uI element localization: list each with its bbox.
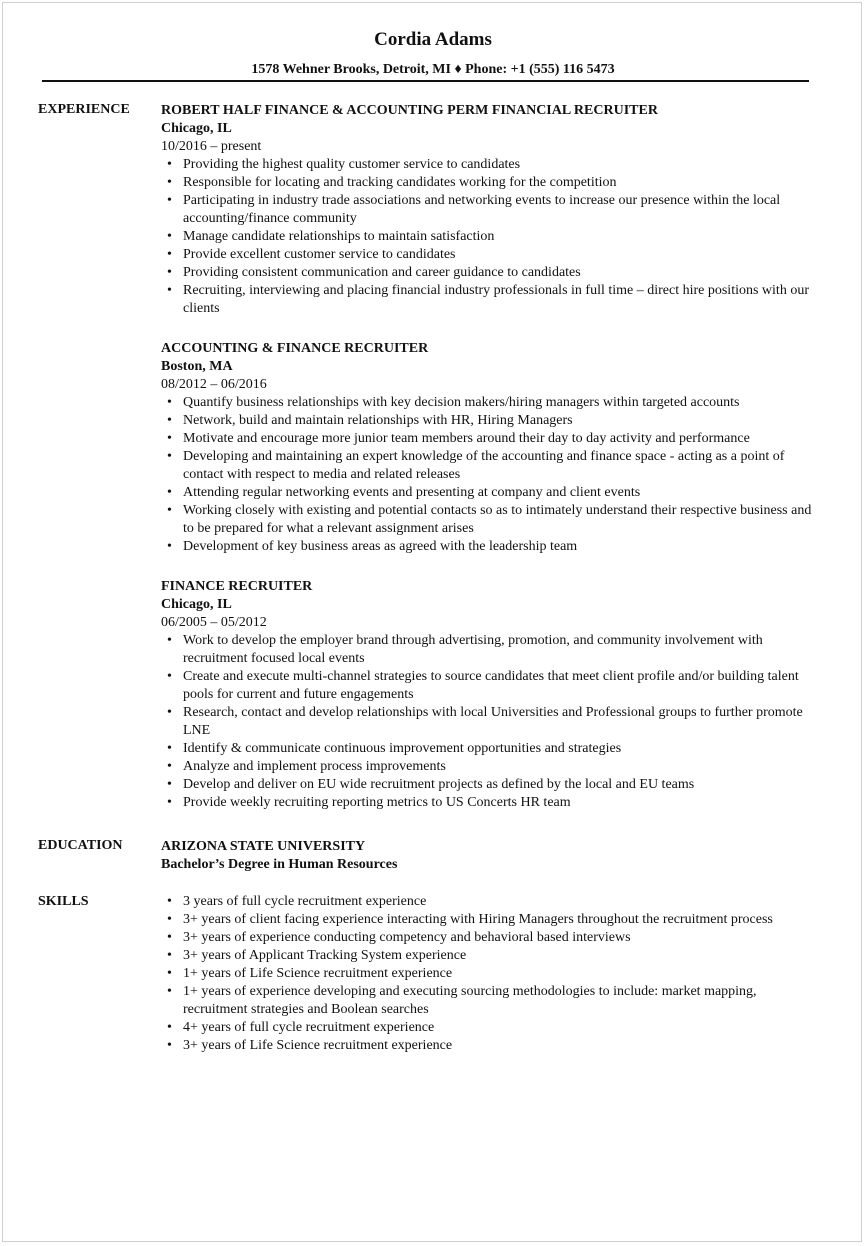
job-entry-3 [161, 578, 821, 812]
job-location: Chicago, IL [161, 597, 232, 612]
list-item: • Quantify business relationships with key decision makers/hiring managers within targeted accounts [161, 394, 821, 412]
skills-entry [161, 893, 821, 1055]
list-item: • Working closely with existing and potential contacts so as to intimately understand their respective business and to be prepared for what a relevant assignment arises [161, 502, 821, 538]
list-item: • Manage candidate relationships to maintain satisfaction [161, 228, 821, 246]
candidate-name: Cordia Adams [374, 29, 492, 50]
list-item: • Research, contact and develop relationships with local Universities and Professional groups to further promote LNE [161, 704, 821, 740]
job-title: ACCOUNTING & FINANCE RECRUITER [161, 341, 429, 356]
list-item: • Recruiting, interviewing and placing financial industry professionals in full time – direct hire positions with our clients [161, 282, 821, 318]
job-bullets [161, 156, 821, 318]
job-dates: 10/2016 – present [161, 139, 262, 154]
list-item: • Motivate and encourage more junior team members around their day to day activity and performance [161, 430, 821, 448]
job-location: Boston, MA [161, 359, 233, 374]
job-dates: 06/2005 – 05/2012 [161, 615, 267, 630]
job-dates: 08/2012 – 06/2016 [161, 377, 267, 392]
school-name: ARIZONA STATE UNIVERSITY [161, 839, 366, 854]
experience-heading: EXPERIENCE [38, 102, 130, 117]
list-item: • 1+ years of Life Science recruitment experience [161, 965, 821, 983]
list-item: • Responsible for locating and tracking candidates working for the competition [161, 174, 821, 192]
job-entry-2 [161, 340, 821, 556]
list-item: • 3 years of full cycle recruitment experience [161, 893, 821, 911]
list-item: • Work to develop the employer brand through advertising, promotion, and community involvement with recruitment focused local events [161, 632, 821, 668]
skills-list [161, 893, 821, 1055]
job-bullets [161, 394, 821, 556]
education-heading: EDUCATION [38, 838, 123, 853]
list-item: • Providing consistent communication and career guidance to candidates [161, 264, 821, 282]
job-bullets [161, 632, 821, 812]
list-item: • 3+ years of experience conducting competency and behavioral based interviews [161, 929, 821, 947]
list-item: • 3+ years of Life Science recruitment experience [161, 1037, 821, 1055]
skills-heading: SKILLS [38, 894, 89, 909]
list-item: • Developing and maintaining an expert knowledge of the accounting and finance space - acting as a point of contact with respect to media and related releases [161, 448, 821, 484]
list-item: • Provide weekly recruiting reporting metrics to US Concerts HR team [161, 794, 821, 812]
contact-info: 1578 Wehner Brooks, Detroit, MI ♦ Phone: +1 (555) 116 5473 [251, 62, 615, 77]
list-item: • Identify & communicate continuous improvement opportunities and strategies [161, 740, 821, 758]
list-item: • 3+ years of Applicant Tracking System experience [161, 947, 821, 965]
list-item: • 4+ years of full cycle recruitment experience [161, 1019, 821, 1037]
list-item: • 1+ years of experience developing and executing sourcing methodologies to include: market mapping, recruitment strategies and Boolean searches [161, 983, 821, 1019]
list-item: • Attending regular networking events and presenting at company and client events [161, 484, 821, 502]
education-entry [161, 838, 821, 874]
list-item: • Analyze and implement process improvements [161, 758, 821, 776]
list-item: • Providing the highest quality customer service to candidates [161, 156, 821, 174]
job-title: FINANCE RECRUITER [161, 579, 313, 594]
list-item: • Develop and deliver on EU wide recruitment projects as defined by the local and EU teams [161, 776, 821, 794]
header-divider [42, 80, 809, 82]
list-item: • Create and execute multi-channel strategies to source candidates that meet client profile and/or building talent pools for current and future engagements [161, 668, 821, 704]
job-entry-1 [161, 102, 821, 318]
degree: Bachelor’s Degree in Human Resources [161, 857, 398, 872]
job-location: Chicago, IL [161, 121, 232, 136]
list-item: • Provide excellent customer service to candidates [161, 246, 821, 264]
list-item: • Participating in industry trade associations and networking events to increase our presence within the local accounting/finance community [161, 192, 821, 228]
list-item: • Development of key business areas as agreed with the leadership team [161, 538, 821, 556]
list-item: • Network, build and maintain relationships with HR, Hiring Managers [161, 412, 821, 430]
job-title: ROBERT HALF FINANCE & ACCOUNTING PERM FINANCIAL RECRUITER [161, 103, 658, 118]
list-item: • 3+ years of client facing experience interacting with Hiring Managers throughout the recruitment process [161, 911, 821, 929]
